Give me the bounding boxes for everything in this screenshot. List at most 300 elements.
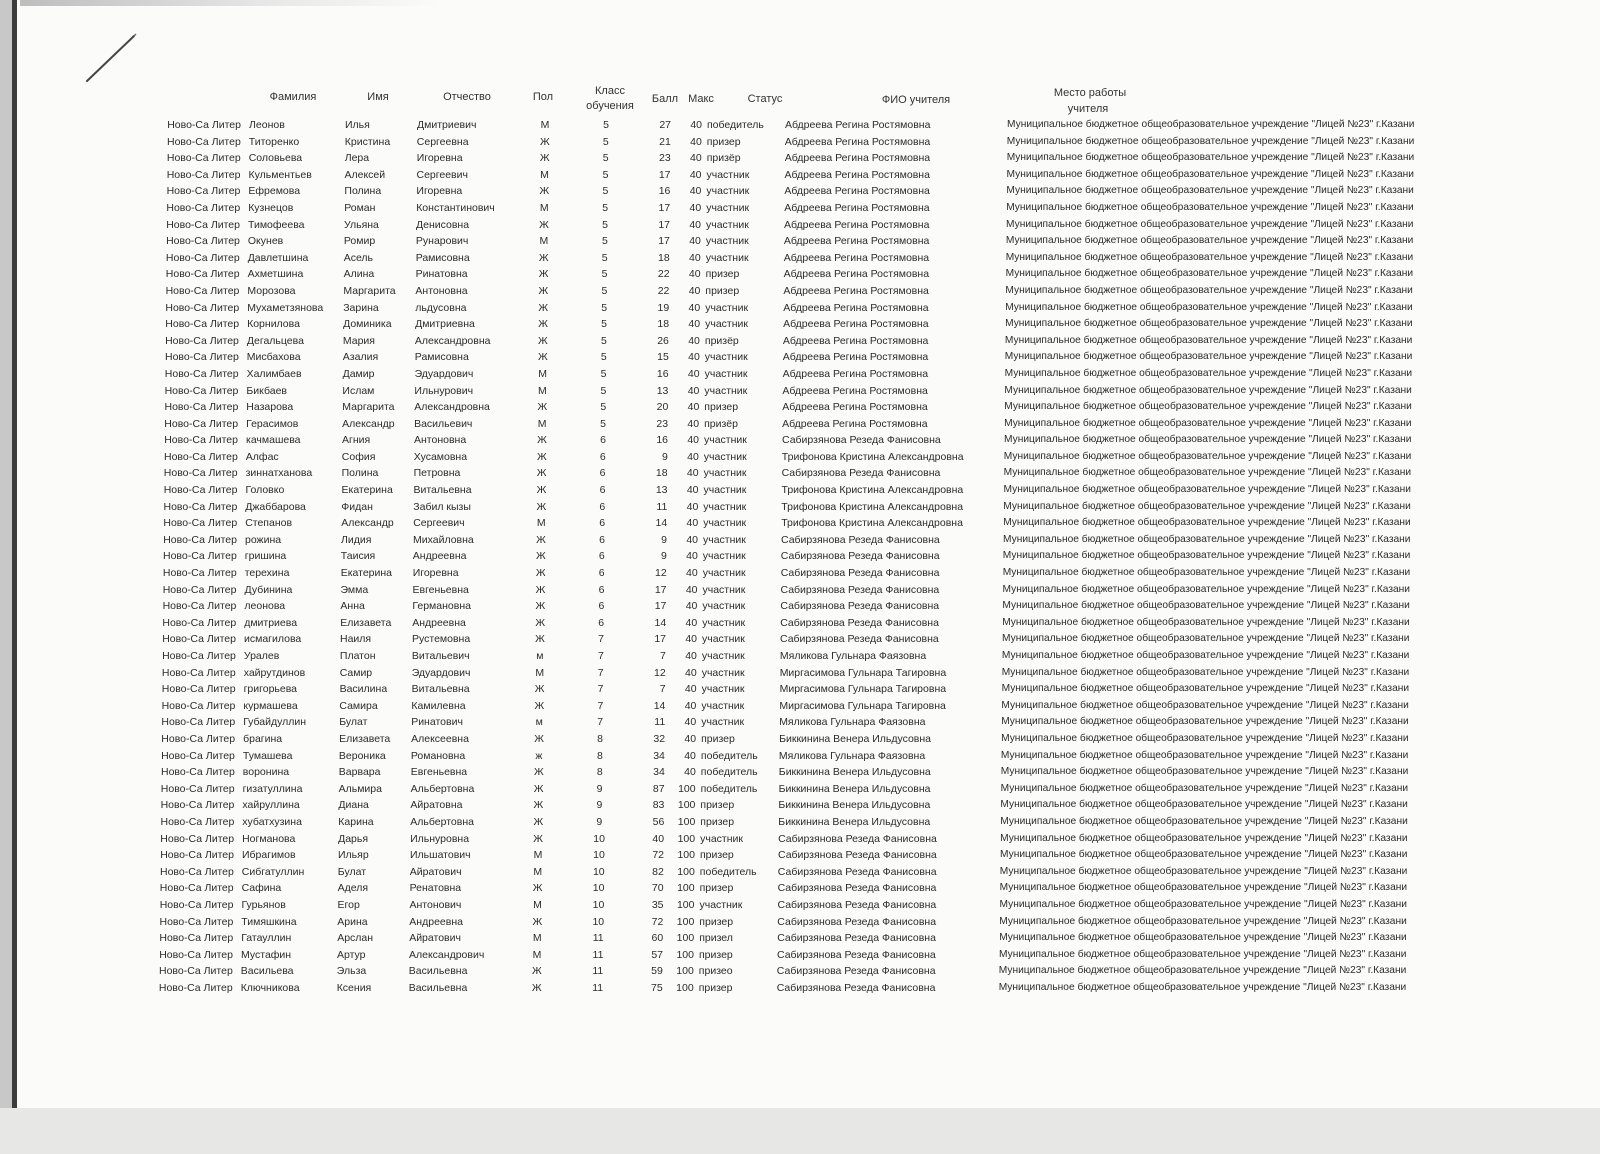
cell-school: Ново-Са Литер	[163, 500, 238, 513]
header-score: Балл	[651, 93, 679, 105]
cell-max: 100	[678, 782, 696, 795]
cell-sex: м	[536, 650, 544, 662]
cell-lastname: Джаббарова	[245, 500, 306, 513]
cell-class: 6	[599, 500, 606, 513]
cell-max: 40	[687, 384, 700, 397]
cell-middlename: Игоревна	[416, 152, 463, 165]
cell-workplace: Муниципальное бюджетное общеобразовательное учреждение "Лицей №23" г.Казани	[1003, 484, 1411, 496]
cell-teacher: Сабирзянова Резеда Фанисовна	[782, 434, 941, 447]
cell-school: Ново-Са Литер	[164, 401, 239, 414]
cell-middlename: Айратович	[409, 865, 462, 878]
cell-status: участник	[703, 533, 746, 546]
cell-workplace: Муниципальное бюджетное общеобразовательное учреждение "Лицей №23" г.Казани	[1006, 185, 1414, 197]
cell-middlename: Рустемовна	[412, 633, 471, 646]
cell-teacher: Сабирзянова Резеда Фанисовна	[777, 882, 937, 895]
header-firstname: Имя	[367, 91, 389, 103]
cell-class: 5	[600, 351, 607, 364]
cell-workplace: Муниципальное бюджетное общеобразовательное учреждение "Лицей №23" г.Казани	[1002, 600, 1410, 612]
cell-school: Ново-Са Литер	[163, 450, 238, 463]
cell-middlename: Витальевна	[413, 484, 472, 497]
cell-teacher: Биккинина Венера Ильдусовна	[778, 766, 931, 779]
cell-workplace: Муниципальное бюджетное общеобразовательное учреждение "Лицей №23" г.Казани	[1003, 517, 1411, 529]
cell-sex: Ж	[532, 882, 543, 895]
cell-class: 11	[592, 965, 604, 978]
cell-sex: Ж	[534, 683, 545, 696]
cell-max: 40	[687, 401, 700, 414]
cell-status: участник	[702, 600, 746, 613]
cell-sex: Ж	[534, 699, 545, 712]
cell-lastname: хайруллина	[242, 799, 300, 812]
cell-max: 100	[677, 882, 695, 895]
cell-school: Ново-Са Литер	[159, 915, 234, 928]
table-row	[137, 930, 1600, 947]
cell-lastname: Халимбаев	[246, 367, 302, 380]
cell-middlename: Антоновна	[415, 284, 468, 297]
table-row	[145, 150, 1600, 167]
cell-school: Ново-Са Литер	[163, 533, 237, 546]
header-class-line2: обучения	[586, 100, 634, 112]
cell-class: 6	[598, 567, 605, 580]
cell-workplace: Муниципальное бюджетное общеобразовательное учреждение "Лицей №23" г.Казани	[1000, 782, 1409, 794]
cell-max: 40	[690, 135, 702, 148]
cell-class: 5	[602, 168, 609, 181]
cell-workplace: Муниципальное бюджетное общеобразовательное учреждение "Лицей №23" г.Казани	[1004, 401, 1412, 413]
cell-max: 40	[688, 351, 700, 364]
cell-status: участник	[703, 450, 747, 463]
table-row	[143, 349, 1600, 366]
cell-middlename: Игоревна	[412, 567, 459, 580]
cell-class: 5	[600, 417, 607, 430]
cell-school: Ново-Са Литер	[166, 135, 241, 148]
table-row	[143, 333, 1600, 350]
cell-status: призер	[699, 882, 734, 895]
cell-score: 34	[653, 766, 665, 779]
cell-sex: Ж	[538, 284, 549, 297]
cell-middlename: Антоновна	[414, 434, 467, 447]
cell-lastname: Ногманова	[242, 832, 296, 845]
cell-class: 6	[599, 484, 606, 497]
table-row	[140, 665, 1600, 682]
table-row	[137, 980, 1600, 997]
cell-middlename: Евгеньевна	[410, 766, 468, 779]
table-row	[144, 233, 1600, 250]
cell-status: призер	[706, 135, 741, 148]
cell-max: 40	[685, 633, 697, 646]
table-row	[138, 847, 1600, 864]
cell-status: участник	[704, 351, 748, 364]
cell-status: призер	[705, 284, 740, 297]
cell-school: Ново-Са Литер	[166, 168, 241, 181]
cell-workplace: Муниципальное бюджетное общеобразовательное учреждение "Лицей №23" г.Казани	[1006, 152, 1415, 164]
cell-firstname: Самир	[339, 666, 373, 679]
cell-lastname: Ключникова	[240, 981, 300, 994]
cell-sex: Ж	[538, 301, 549, 314]
cell-lastname: рожина	[245, 533, 282, 546]
cell-workplace: Муниципальное бюджетное общеобразовательное учреждение "Лицей №23" г.Казани	[1003, 450, 1412, 462]
cell-lastname: Корнилова	[247, 318, 300, 331]
cell-status: участник	[705, 301, 749, 314]
cell-lastname: Соловьева	[248, 152, 303, 165]
cell-school: Ново-Са Литер	[162, 583, 237, 596]
cell-school: Ново-Са Литер	[162, 616, 237, 629]
cell-score: 13	[655, 484, 668, 497]
cell-workplace: Муниципальное бюджетное общеобразовательное учреждение "Лицей №23" г.Казани	[1003, 467, 1412, 479]
header-workplace-line1: Место работы	[1053, 87, 1127, 99]
cell-lastname: Гурьянов	[241, 898, 286, 911]
cell-school: Ново-Са Литер	[160, 782, 235, 795]
cell-firstname: Булат	[339, 716, 368, 729]
cell-school: Ново-Са Литер	[165, 251, 240, 264]
cell-class: 5	[601, 268, 608, 281]
cell-status: призер	[705, 268, 740, 281]
cell-score: 23	[656, 417, 669, 430]
table-row	[138, 897, 1600, 914]
cell-status: призер	[698, 981, 733, 994]
cell-firstname: Ромир	[343, 235, 376, 248]
cell-status: участник	[706, 168, 750, 181]
cell-workplace: Муниципальное бюджетное общеобразовательное учреждение "Лицей №23" г.Казани	[1005, 318, 1413, 330]
table-row	[145, 167, 1600, 184]
cell-status: участник	[704, 434, 747, 447]
cell-max: 40	[685, 616, 698, 629]
cell-sex: Ж	[533, 782, 544, 795]
cell-lastname: курмашева	[243, 699, 298, 712]
table-row	[144, 200, 1600, 217]
cell-firstname: Полина	[341, 467, 379, 480]
cell-class: 8	[597, 732, 604, 745]
cell-score: 26	[657, 334, 669, 347]
cell-school: Ново-Са Литер	[164, 384, 239, 397]
cell-teacher: Абдреева Регина Ростямовна	[784, 135, 931, 148]
cell-middlename: Айратовна	[410, 799, 463, 812]
cell-middlename: Сергеевич	[416, 168, 468, 181]
table-row	[145, 134, 1600, 151]
cell-sex: Ж	[535, 616, 546, 629]
cell-middlename: Эдуардович	[414, 367, 474, 380]
cell-teacher: Абдреева Регина Ростямовна	[783, 301, 929, 314]
table-row	[139, 698, 1600, 715]
cell-workplace: Муниципальное бюджетное общеобразовательное учреждение "Лицей №23" г.Казани	[1005, 235, 1414, 247]
cell-max: 40	[687, 434, 699, 447]
cell-middlename: Ильнурович	[414, 384, 474, 397]
cell-workplace: Муниципальное бюджетное общеобразовательное учреждение "Лицей №23" г.Казани	[1006, 135, 1415, 147]
header-status: Статус	[747, 93, 783, 105]
cell-workplace: Муниципальное бюджетное общеобразовательное учреждение "Лицей №23" г.Казани	[1006, 218, 1414, 230]
cell-firstname: Асель	[343, 251, 374, 264]
cell-workplace: Муниципальное бюджетное общеобразовательное учреждение "Лицей №23" г.Казани	[1003, 500, 1411, 512]
cell-sex: М	[539, 201, 549, 214]
cell-teacher: Абдреева Регина Ростямовна	[782, 351, 929, 364]
cell-firstname: София	[341, 450, 376, 463]
cell-max: 40	[690, 152, 702, 165]
cell-firstname: Наиля	[340, 633, 372, 646]
cell-teacher: Абдреева Регина Ростямовна	[782, 367, 929, 380]
cell-workplace: Муниципальное бюджетное общеобразовательное учреждение "Лицей №23" г.Казани	[1000, 849, 1408, 861]
cell-sex: Ж	[537, 401, 548, 414]
table-row	[139, 714, 1600, 731]
cell-max: 40	[688, 301, 701, 314]
cell-class: 7	[597, 650, 604, 662]
cell-sex: Ж	[533, 799, 544, 812]
cell-teacher: Мяликова Гульнара Фаязовна	[778, 749, 926, 762]
cell-lastname: Герасимов	[246, 417, 299, 430]
cell-class: 5	[601, 284, 608, 297]
cell-max: 40	[687, 450, 699, 463]
cell-firstname: Екатерина	[341, 484, 393, 497]
cell-sex: Ж	[535, 567, 546, 580]
cell-status: участник	[701, 650, 745, 662]
cell-class: 10	[593, 832, 605, 845]
cell-score: 17	[658, 235, 670, 248]
cell-lastname: воронина	[242, 766, 290, 779]
table-row	[142, 399, 1600, 416]
cell-sex: ж	[535, 749, 543, 762]
cell-sex: Ж	[536, 500, 547, 513]
cell-max: 40	[690, 119, 702, 131]
cell-firstname: Маргарита	[342, 401, 395, 414]
table-row	[137, 947, 1600, 964]
cell-lastname: качмашева	[246, 434, 301, 447]
cell-teacher: Трифонова Кристина Александровна	[781, 500, 964, 513]
cell-score: 17	[654, 600, 667, 613]
cell-sex: М	[535, 666, 545, 679]
cell-firstname: Таисия	[340, 550, 376, 563]
cell-sex: Ж	[531, 965, 542, 978]
cell-school: Ново-Са Литер	[159, 898, 234, 911]
table-row	[143, 316, 1600, 333]
cell-school: Ново-Са Литер	[160, 766, 235, 779]
cell-teacher: Абдреева Регина Ростямовна	[783, 235, 930, 248]
cell-workplace: Муниципальное бюджетное общеобразовательное учреждение "Лицей №23" г.Казани	[1004, 417, 1412, 429]
table-row	[143, 283, 1600, 300]
cell-class: 5	[601, 318, 608, 331]
cell-school: Ново-Са Литер	[159, 948, 233, 961]
cell-school: Ново-Са Литер	[163, 484, 238, 497]
table-header	[0, 84, 1600, 118]
cell-workplace: Муниципальное бюджетное общеобразовательное учреждение "Лицей №23" г.Казани	[1004, 351, 1413, 363]
header-sex: Пол	[532, 91, 554, 103]
cell-firstname: Артур	[337, 948, 366, 961]
cell-workplace: Муниципальное бюджетное общеобразовательное учреждение "Лицей №23" г.Казани	[1002, 616, 1410, 628]
cell-teacher: Абдреева Регина Ростямовна	[783, 284, 929, 297]
cell-status: участник	[702, 616, 746, 629]
cell-firstname: Доминика	[343, 318, 392, 331]
cell-teacher: Мяликова Гульнара Фаязовна	[779, 650, 927, 662]
cell-sex: М	[533, 865, 543, 878]
cell-status: участник	[706, 185, 750, 198]
cell-middlename: Рамисовна	[415, 251, 470, 264]
cell-school: Ново-Са Литер	[161, 699, 236, 712]
cell-firstname: Полина	[344, 185, 382, 198]
cell-score: 70	[651, 882, 664, 895]
cell-status: участник	[703, 484, 747, 497]
table-row	[140, 681, 1600, 698]
cell-score: 34	[653, 749, 665, 762]
cell-class: 6	[598, 583, 605, 596]
cell-lastname: Ахметшина	[247, 268, 304, 281]
cell-class: 10	[592, 915, 605, 928]
cell-max: 40	[685, 666, 697, 679]
cell-class: 5	[602, 201, 609, 214]
cell-lastname: Морозова	[247, 284, 296, 297]
cell-class: 5	[602, 152, 609, 165]
table-row	[143, 300, 1600, 317]
table-row	[141, 499, 1600, 516]
cell-max: 100	[677, 799, 696, 812]
table-row	[145, 117, 1600, 134]
cell-status: призео	[698, 965, 733, 978]
cell-firstname: Варвара	[338, 766, 381, 779]
cell-sex: Ж	[538, 251, 549, 264]
cell-status: победитель	[700, 782, 758, 795]
cell-max: 40	[686, 533, 698, 546]
cell-workplace: Муниципальное бюджетное общеобразовательное учреждение "Лицей №23" г.Казани	[1001, 683, 1410, 695]
cell-workplace: Муниципальное бюджетное общеобразовательное учреждение "Лицей №23" г.Казани	[1001, 716, 1409, 728]
cell-teacher: Абдреева Регина Ростямовна	[783, 318, 929, 331]
cell-score: 11	[656, 500, 668, 513]
cell-status: призел	[699, 932, 733, 945]
cell-score: 17	[658, 218, 670, 231]
cell-firstname: Вероника	[338, 749, 386, 762]
cell-school: Ново-Са Литер	[166, 201, 241, 214]
cell-class: 5	[601, 235, 608, 248]
cell-class: 10	[592, 865, 605, 878]
cell-max: 40	[684, 683, 697, 696]
cell-score: 7	[660, 650, 666, 662]
cell-lastname: Леонов	[249, 119, 285, 131]
cell-workplace: Муниципальное бюджетное общеобразовательное учреждение "Лицей №23" г.Казани	[1002, 633, 1410, 645]
cell-lastname: Давлетшина	[247, 251, 309, 264]
cell-max: 40	[688, 268, 701, 281]
cell-firstname: Егор	[337, 898, 360, 911]
cell-max: 100	[676, 898, 695, 911]
cell-teacher: Сабирзянова Резеда Фанисовна	[778, 832, 937, 845]
cell-max: 100	[676, 965, 694, 978]
cell-sex: Ж	[537, 351, 548, 364]
cell-score: 27	[659, 119, 671, 131]
cell-max: 100	[677, 849, 695, 862]
cell-workplace: Муниципальное бюджетное общеобразовательное учреждение "Лицей №23" г.Казани	[1000, 749, 1409, 761]
cell-lastname: брагина	[243, 732, 283, 745]
cell-sex: Ж	[539, 218, 549, 231]
cell-workplace: Муниципальное бюджетное общеобразовательное учреждение "Лицей №23" г.Казани	[1006, 201, 1414, 213]
cell-status: участник	[705, 251, 749, 264]
cell-max: 40	[688, 284, 701, 297]
cell-middlename: Рамисовна	[414, 351, 469, 364]
cell-status: участник	[699, 898, 743, 911]
cell-lastname: Дубинина	[244, 583, 293, 596]
cell-score: 9	[660, 550, 667, 563]
cell-middlename: Камилевна	[411, 699, 466, 712]
cell-class: 8	[596, 766, 603, 779]
table-row	[142, 449, 1600, 466]
cell-status: призер	[699, 915, 734, 928]
cell-firstname: Лера	[344, 152, 370, 165]
header-workplace-line2: учителя	[1067, 103, 1109, 115]
cell-middlename: Ренатовна	[409, 882, 462, 895]
cell-class: 5	[600, 334, 607, 347]
cell-firstname: Платон	[339, 650, 376, 662]
cell-middlename: Васильевна	[408, 981, 468, 994]
cell-class: 6	[599, 450, 606, 463]
header-teacher: ФИО учителя	[881, 94, 951, 106]
cell-teacher: Сабирзянова Резеда Фанисовна	[777, 898, 937, 911]
cell-score: 9	[661, 533, 667, 546]
cell-workplace: Муниципальное бюджетное общеобразовательное учреждение "Лицей №23" г.Казани	[1004, 434, 1412, 446]
cell-class: 6	[598, 600, 605, 613]
header-lastname: Фамилия	[269, 91, 317, 103]
cell-firstname: Екатерина	[340, 567, 392, 580]
cell-score: 12	[654, 666, 666, 679]
table-row	[140, 598, 1600, 615]
cell-firstname: Алексей	[344, 168, 386, 181]
cell-firstname: Зарина	[343, 301, 379, 314]
cell-workplace: Муниципальное бюджетное общеобразовательное учреждение "Лицей №23" г.Казани	[1004, 384, 1412, 396]
cell-lastname: Титоренко	[248, 135, 300, 148]
cell-class: 10	[592, 882, 605, 895]
cell-status: участник	[702, 583, 746, 596]
cell-teacher: Сабирзянова Резеда Фанисовна	[776, 981, 936, 994]
cell-status: участник	[705, 235, 749, 248]
cell-score: 17	[658, 168, 671, 181]
cell-workplace: Муниципальное бюджетное общеобразовательное учреждение "Лицей №23" г.Казани	[998, 965, 1407, 977]
cell-max: 100	[677, 865, 695, 878]
cell-sex: М	[539, 235, 549, 248]
cell-teacher: Сабирзянова Резеда Фанисовна	[781, 533, 940, 546]
cell-firstname: Карина	[338, 815, 374, 828]
cell-school: Ново-Са Литер	[165, 284, 240, 297]
cell-max: 100	[676, 915, 695, 928]
cell-score: 14	[653, 699, 666, 712]
cell-sex: Ж	[535, 633, 545, 646]
cell-school: Ново-Са Литер	[164, 434, 238, 447]
cell-school: Ново-Са Литер	[165, 334, 239, 347]
cell-firstname: Ульяна	[344, 218, 379, 231]
cell-sex: Ж	[539, 135, 550, 148]
cell-class: 7	[597, 699, 604, 712]
cell-middlename: Михайловна	[413, 533, 474, 546]
cell-sex: Ж	[534, 732, 544, 745]
cell-sex: Ж	[533, 832, 543, 845]
cell-sex: М	[532, 948, 542, 961]
cell-teacher: Биккинина Венера Ильдусовна	[779, 732, 932, 745]
cell-lastname: Ефремова	[248, 185, 301, 198]
cell-lastname: хайрутдинов	[243, 666, 306, 679]
cell-max: 40	[689, 201, 702, 214]
cell-sex: Ж	[537, 434, 547, 447]
cell-middlename: Игоревна	[416, 185, 463, 198]
cell-school: Ново-Са Литер	[165, 268, 240, 281]
cell-firstname: Алина	[343, 268, 375, 281]
cell-workplace: Муниципальное бюджетное общеобразовательное учреждение "Лицей №23" г.Казани	[1001, 699, 1409, 711]
cell-status: участник	[701, 699, 745, 712]
cell-score: 57	[651, 948, 663, 961]
cell-middlename: Антонович	[409, 898, 462, 911]
cell-class: 5	[602, 218, 608, 231]
cell-max: 40	[686, 567, 698, 580]
cell-score: 7	[659, 683, 666, 696]
cell-score: 16	[656, 367, 669, 380]
cell-lastname: Мухаметзянова	[247, 301, 324, 314]
cell-middlename: Витальевна	[411, 683, 470, 696]
cell-firstname: Ксения	[336, 981, 372, 994]
cell-workplace: Муниципальное бюджетное общеобразовательное учреждение "Лицей №23" г.Казани	[999, 915, 1407, 927]
cell-status: участник	[700, 832, 743, 845]
cell-class: 6	[599, 533, 605, 546]
table-row	[139, 781, 1600, 798]
cell-lastname: дмитриева	[244, 616, 298, 629]
cell-sex: Ж	[533, 766, 544, 779]
